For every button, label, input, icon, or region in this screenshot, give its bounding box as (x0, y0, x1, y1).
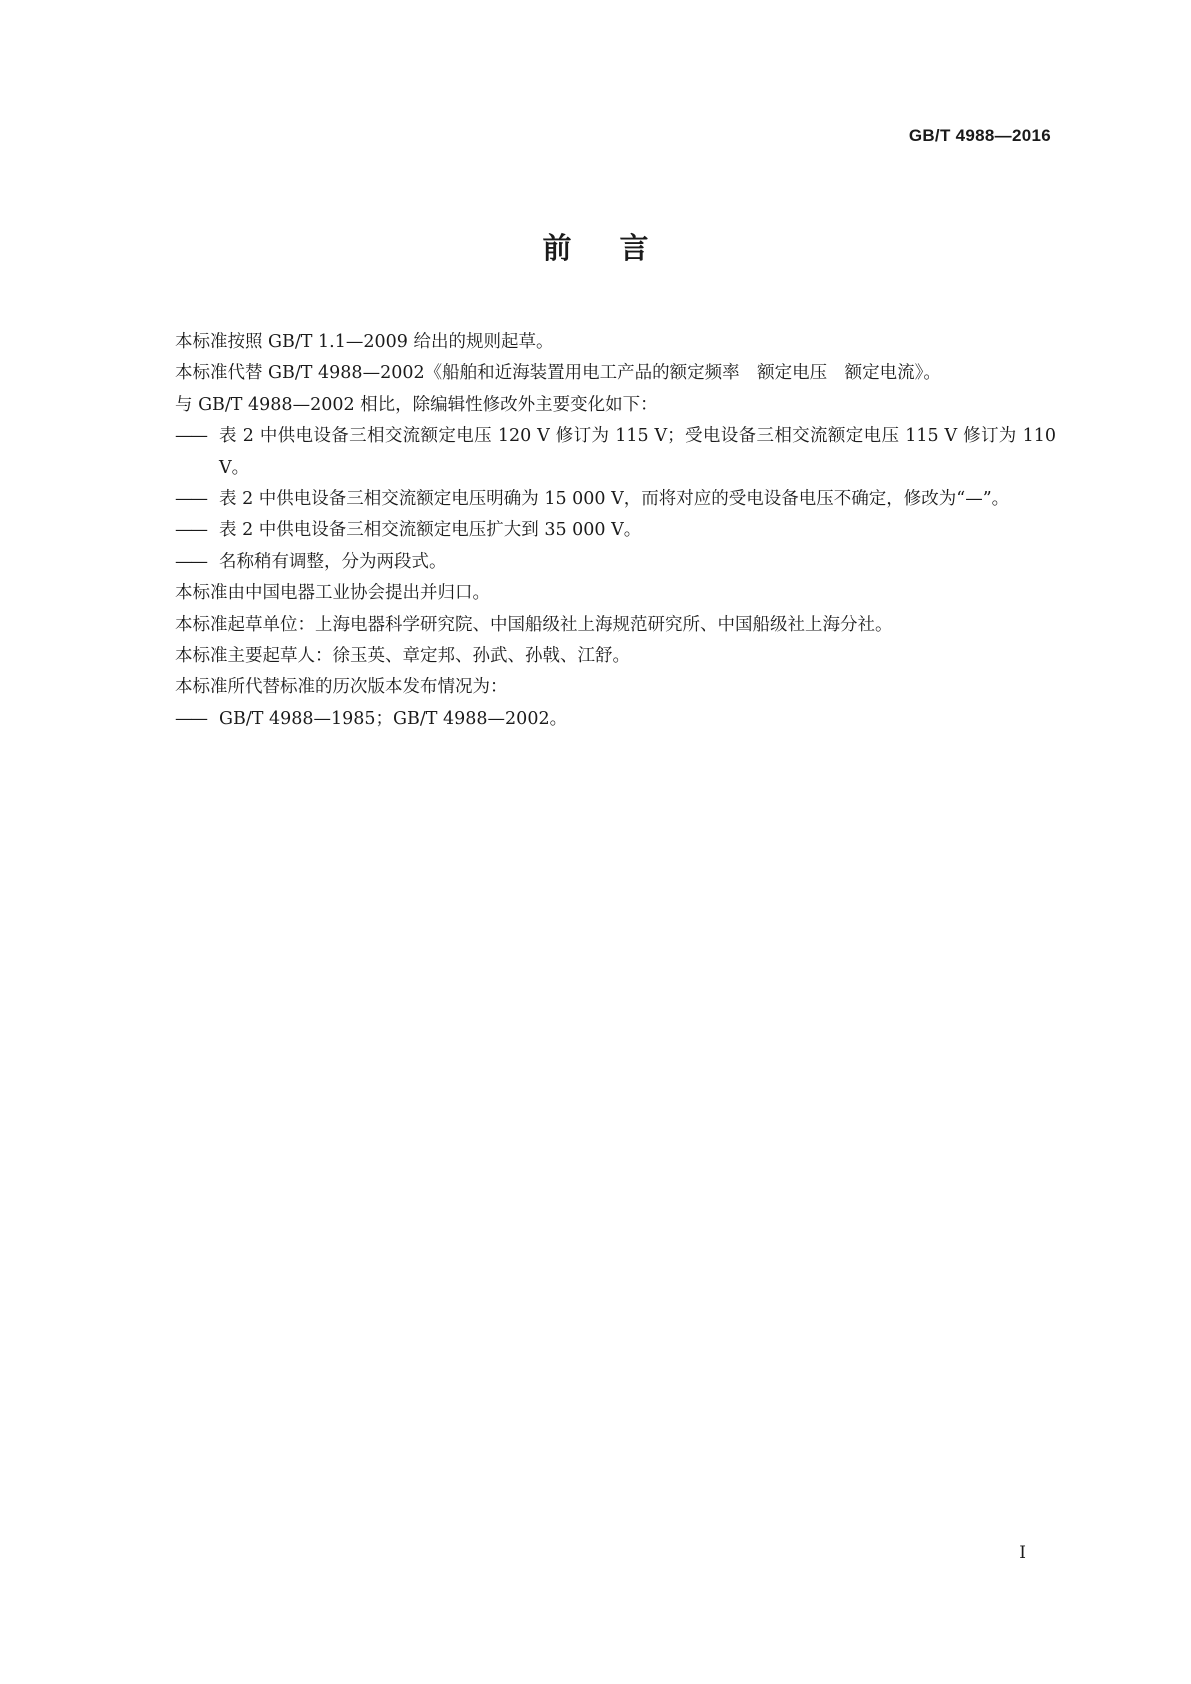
change-item-text: 表 2 中供电设备三相交流额定电压明确为 15 000 V，而将对应的受电设备电压不确定，修改为“—”。 (219, 489, 1010, 510)
change-item (175, 515, 1056, 546)
change-item-text: 表 2 中供电设备三相交流额定电压 120 V 修订为 115 V；受电设备三相交流额定电压 115 V 修订为 110 V。 (219, 426, 1056, 478)
change-item-text: 表 2 中供电设备三相交流额定电压扩大到 35 000 V。 (219, 520, 642, 541)
change-item (175, 421, 1056, 484)
paragraph-proposer: 本标准由中国电器工业协会提出并归口。 (175, 583, 490, 604)
history-item-text: GB/T 4988—1985；GB/T 4988—2002。 (219, 708, 568, 729)
page-title: 前言 (542, 231, 697, 265)
change-item (175, 484, 1056, 515)
dash-marker: —— (175, 520, 206, 541)
foreword-body (175, 327, 1056, 735)
dash-marker: —— (175, 551, 206, 572)
paragraph-history-intro: 本标准所代替标准的历次版本发布情况为： (175, 677, 508, 698)
paragraph-drafting-units: 本标准起草单位：上海电器科学研究院、中国船级社上海规范研究所、中国船级社上海分社。 (175, 614, 893, 635)
dash-marker: —— (175, 426, 206, 447)
dash-marker: —— (175, 708, 206, 729)
paragraph-drafting-rules: 本标准按照 GB/T 1.1—2009 给出的规则起草。 (175, 332, 554, 352)
page-number: I (1019, 1543, 1026, 1563)
change-item-text: 名称稍有调整，分为两段式。 (219, 551, 447, 572)
history-item (175, 704, 1056, 735)
paragraph-drafters: 本标准主要起草人：徐玉英、章定邦、孙武、孙戟、江舒。 (175, 646, 630, 667)
dash-marker: —— (175, 489, 206, 510)
change-item (175, 547, 1056, 578)
paragraph-replaces: 本标准代替 GB/T 4988—2002《船舶和近海装置用电工产品的额定频率 额定电压 额定电流》。 (175, 363, 941, 384)
paragraph-changes-intro: 与 GB/T 4988—2002 相比，除编辑性修改外主要变化如下： (175, 394, 658, 415)
standard-number-header: GB/T 4988—2016 (908, 126, 1051, 145)
